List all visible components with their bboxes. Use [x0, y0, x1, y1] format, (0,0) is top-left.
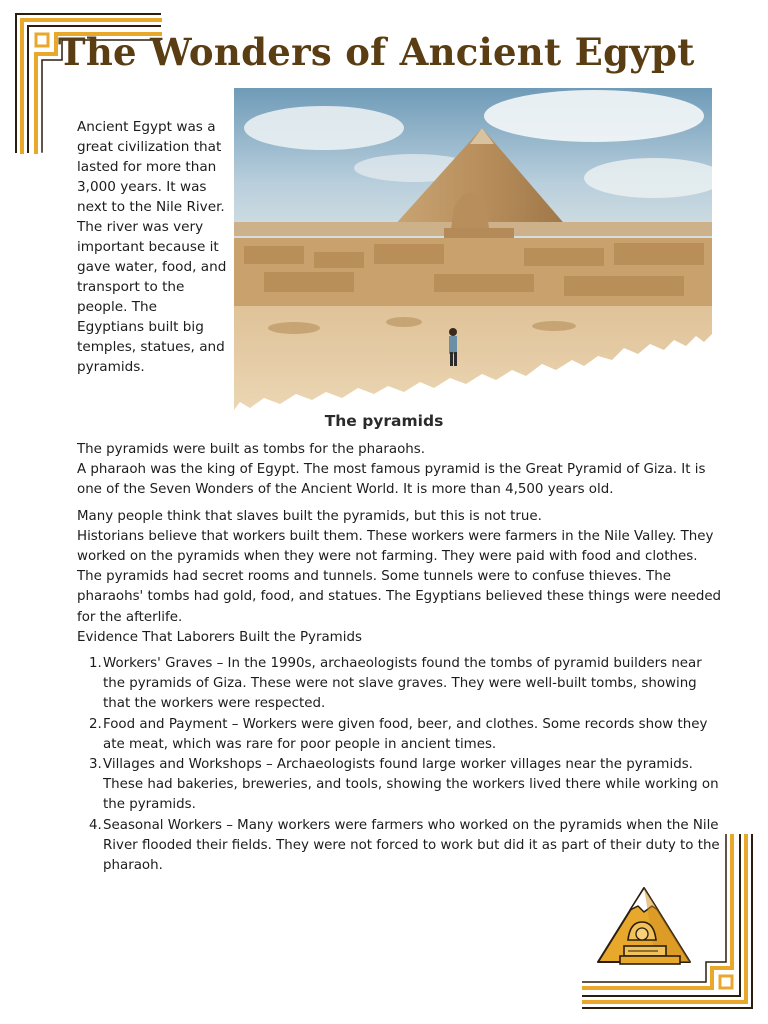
article-body	[77, 440, 727, 876]
list-item	[77, 755, 727, 816]
list-number: 3.	[89, 757, 102, 773]
paragraph: The pyramids had secret rooms and tunnels. Some tunnels were to confuse thieves. The pharaohs' tombs had gold, food, and statues. The Egyptians believed these things were needed for the afterlife.	[77, 569, 722, 625]
corner-ornament-icon	[582, 834, 754, 1010]
list-item	[77, 654, 727, 715]
paragraph: A pharaoh was the king of Egypt. The most famous pyramid is the Great Pyramid of Giza. It is one of the Seven Wonders of the Ancient World. It is more than 4,500 years old.	[77, 462, 706, 498]
list-text: Workers' Graves – In the 1990s, archaeologists found the tombs of pyramid builders near the pyramids of Giza. These were not slave graves. They were well-built tombs, showing that the workers were respected.	[103, 656, 702, 712]
list-text: Food and Payment – Workers were given food, beer, and clothes. Some records show they ate meat, which was rare for poor people in ancient times.	[103, 716, 708, 752]
pyramid-photo	[234, 88, 712, 414]
list-number: 1.	[89, 656, 102, 672]
paragraph: Many people think that slaves built the pyramids, but this is not true.	[77, 508, 542, 524]
page-title: The Wonders of Ancient Egypt	[58, 30, 695, 74]
paragraph: The pyramids were built as tombs for the pharaohs.	[77, 442, 425, 457]
list-text: Seasonal Workers – Many workers were farmers who worked on the pyramids when the Nile River flooded their fields. They were not forced to work but did it as part of their duty to the pharaoh.	[103, 817, 720, 874]
list-number: 4.	[89, 817, 102, 833]
list-number: 2.	[89, 716, 102, 732]
list-item	[77, 715, 727, 755]
intro-paragraph: Ancient Egypt was a great civilization that lasted for more than 3,000 years. It was next to the Nile River. The river was very important because it gave water, food, and transport to the people. The Egyptians built big temples, statues, and pyramids.	[77, 119, 227, 375]
paragraph: Historians believe that workers built them. These workers were farmers in the Nile Valley. They worked on the pyramids when they were not farming. They were paid with food and clothes.	[77, 528, 714, 565]
section-heading: The pyramids	[324, 412, 444, 430]
list-text: Villages and Workshops – Archaeologists found large worker villages near the pyramids. These had bakeries, breweries, and tools, showing the workers lived there while working on the pyramids.	[103, 757, 719, 813]
evidence-title: Evidence That Laborers Built the Pyramids	[77, 629, 362, 645]
